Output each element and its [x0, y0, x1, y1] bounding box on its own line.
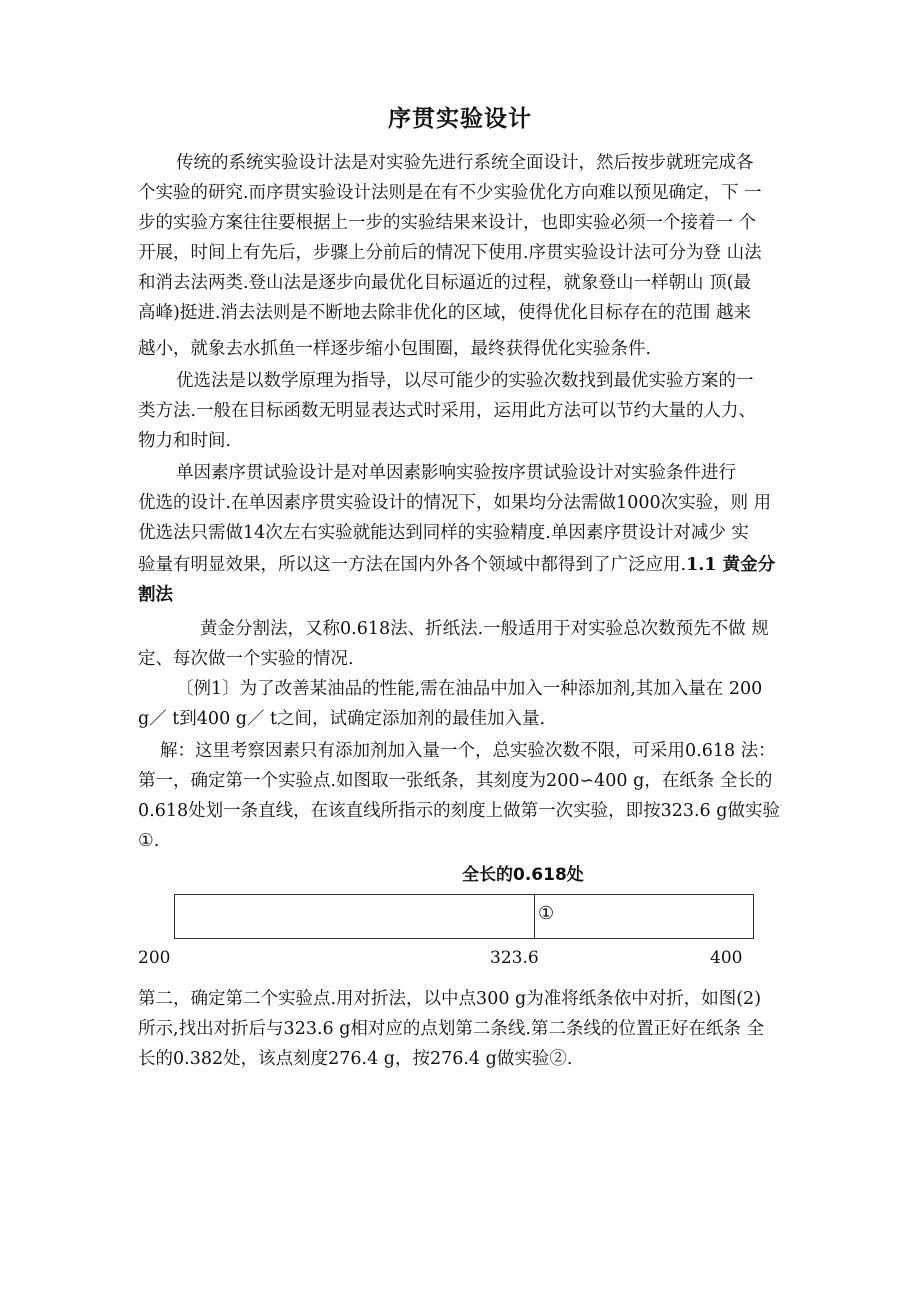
scale-label-right: 400 — [710, 948, 743, 968]
paragraph-2-line-2: 类方法.一般在目标函数无明显表达式时采用，运用此方法可以节约大量的人力、 — [138, 401, 757, 421]
section-heading-part-1: 1.1 黄金分 — [686, 555, 776, 575]
paragraph-3-line-2: 优选的设计.在单因素序贯实验设计的情况下，如果均分法需做1000次实验，则 用 — [138, 493, 772, 513]
strip-division-line — [534, 895, 535, 938]
paragraph-1-line-5: 和消去法两类.登山法是逐步向最优化目标逼近的过程，就象登山一样朝山 顶(最 — [138, 273, 751, 293]
paragraph-3-line-4-text: 验量有明显效果，所以这一方法在国内外各个领域中都得到了广泛应用. — [138, 555, 687, 575]
paragraph-1-line-7: 越小，就象去水抓鱼一样逐步缩小包围圈，最终获得优化实验条件. — [138, 339, 652, 359]
paragraph-5-line-2: 所示,找出对折后与323.6 g相对应的点划第二条线.第二条线的位置正好在纸条 全 — [138, 1019, 765, 1039]
paragraph-1-line-2: 个实验的研究.而序贯实验设计法则是在有不少实验优化方向难以预见确定，下 一 — [138, 183, 762, 203]
paragraph-2-line-1: 优选法是以数学原理为指导，以尽可能少的实验次数找到最优实验方案的一 — [176, 371, 754, 391]
paragraph-1-line-1: 传统的系统实验设计法是对实验先进行系统全面设计，然后按步就班完成各 — [176, 153, 754, 173]
example-line-1: 〔例1〕为了改善某油品的性能,需在油品中加入一种添加剂,其加入量在 200 — [176, 679, 763, 699]
solution-line-1: 解：这里考察因素只有添加剂加入量一个，总实验次数不限，可采用0.618 法： — [160, 741, 776, 761]
paragraph-3-line-1: 单因素序贯试验设计是对单因素影响实验按序贯试验设计对实验条件进行 — [176, 463, 736, 483]
solution-line-2: 第一，确定第一个实验点.如图取一张纸条，其刻度为200∽400 g，在纸条 全长的 — [138, 771, 773, 791]
paragraph-3-line-4 — [138, 550, 798, 580]
paragraph-4-line-1: 黄金分割法，又称0.618法、折纸法.一般适用于对实验总次数预先不做 规 — [200, 619, 769, 639]
solution-line-4: ①. — [138, 831, 160, 851]
paragraph-3-line-3: 优选法只需做14次左右实验就能达到同样的实验精度.单因素序贯设计对减少 实 — [138, 523, 749, 543]
first-point-marker: ① — [538, 903, 555, 924]
paragraph-1-line-3: 步的实验方案往往要根据上一步的实验结果来设计，也即实验必须一个接着一 个 — [138, 213, 757, 233]
paragraph-2-line-3: 物力和时间. — [138, 431, 232, 451]
scale-label-left: 200 — [138, 948, 171, 968]
figure-caption: 全长的0.618处 — [462, 865, 584, 885]
paragraph-4-line-2: 定、每次做一个实验的情况. — [138, 649, 354, 669]
paragraph-1-line-4: 开展，时间上有先后，步骤上分前后的情况下使用.序贯实验设计法可分为登 山法 — [138, 243, 762, 263]
paper-strip-figure — [174, 894, 754, 939]
paragraph-5-line-3: 长的0.382处，该点刻度276.4 g，按276.4 g做实验②. — [138, 1049, 573, 1069]
document-title: 序贯实验设计 — [388, 106, 532, 132]
example-line-2: g／ t到400 g／ t之间，试确定添加剂的最佳加入量. — [138, 709, 546, 729]
scale-label-mid: 323.6 — [490, 948, 539, 968]
section-heading-part-2: 割法 — [138, 585, 173, 605]
paragraph-5-line-1: 第二，确定第二个实验点.用对折法，以中点300 g为准将纸条依中对折，如图(2) — [138, 989, 762, 1009]
paragraph-1-line-6: 高峰)挺进.消去法则是不断地去除非优化的区域，使得优化目标存在的范围 越来 — [138, 303, 751, 323]
solution-line-3: 0.618处划一条直线，在该直线所指示的刻度上做第一次实验，即按323.6 g做实验 — [138, 801, 780, 821]
